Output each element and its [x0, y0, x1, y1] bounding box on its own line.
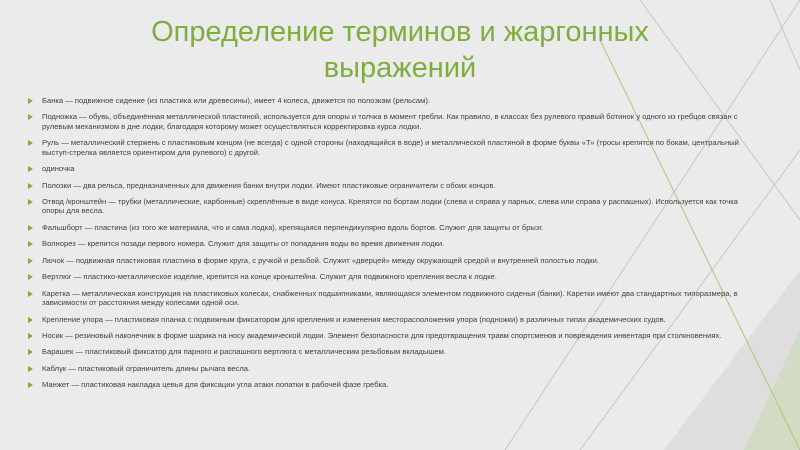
list-item-text: Волнорез — крепится позади первого номера. Служит для защиты от попадания воды во время движения лодки. [42, 239, 445, 249]
list-item-text: Вертлюг — пластико-металлическое изделие, крепится на конце кронштейна. Служит для подвижного крепления весла к лодке. [42, 272, 497, 282]
bullet-arrow-icon [28, 98, 33, 104]
bullet-arrow-icon [28, 166, 33, 172]
bullet-arrow-icon [28, 140, 33, 146]
list-item-text: Барашек — пластиковый фиксатор для парного и распашного вертлюга с металлическим резьбовым вкладышем. [42, 347, 446, 357]
bullet-arrow-icon [28, 114, 33, 120]
bullet-arrow-icon [28, 241, 33, 247]
list-item [28, 138, 746, 157]
bullet-list [28, 96, 746, 397]
list-item [28, 256, 746, 265]
list-item [28, 315, 746, 324]
decor-line [770, 0, 800, 70]
bullet-arrow-icon [28, 349, 33, 355]
list-item-text: Банка — подвижное сидение (из пластика или древесины), имеет 4 колеса, движется по полозкам (рельсам). [42, 96, 430, 105]
bullet-arrow-icon [28, 333, 33, 339]
list-item [28, 364, 746, 373]
list-item [28, 164, 746, 173]
bullet-arrow-icon [28, 274, 33, 280]
bullet-arrow-icon [28, 291, 33, 297]
list-item [28, 331, 746, 340]
list-item-text: одиночка [42, 164, 75, 174]
bullet-arrow-icon [28, 366, 33, 372]
list-item-text: Лючок — подвижная пластиковая пластина в форме круга, с ручкой и резьбой. Служит «дверцей» между окружающей средой и внутренней полостью лодки. [42, 255, 599, 265]
bullet-arrow-icon [28, 225, 33, 231]
bullet-arrow-icon [28, 317, 33, 323]
list-item [28, 239, 746, 248]
bullet-arrow-icon [28, 199, 33, 205]
list-item-text: Полозки — два рельса, предназначенных для движения банки внутри лодки. Имеют пластиковые ограничители с обоих концов. [42, 180, 496, 190]
slide-title: Определение терминов и жаргонных выражений [151, 16, 649, 84]
list-item-text: Фальшборт — пластина (из того же материала, что и сама лодка), крепящаяся перпендикулярно вдоль бортов. Служит для защиты от брызг. [42, 222, 544, 232]
list-item-text: Каретка — металлическая конструкция на пластиковых колесах, снабженных подшипниками, являющаяся элементом подвижного сиденья (банки). Каретки имеют два стандартных типоразмера, в зависимости от расстояния между колесами одной оси. [42, 288, 738, 308]
list-item [28, 272, 746, 281]
list-item-text: Крепление упора — пластиковая планка с подвижным фиксатором для крепления и изменения месторасположения упора (подножки) в различных типах академических судов. [42, 314, 666, 324]
list-item-text: Отвод /кронштейн — трубки (металлические, карбонные) скреплённые в виде конуса. Крепятся по бортам лодки (слева и справа у парных, слева или справа у распашных). Используется как точка опоры для весла. [42, 197, 738, 216]
list-item-text: Манжет — пластиковая накладка цевья для фиксации угла атаки лопатки в рабочей фазе гребка. [42, 380, 389, 390]
list-item-text: Подножка — обувь, объединённая металлической пластиной, используется для опоры и толчка в момент гребли. Как правило, в классах без рулевого правый ботинок у одного из гребцов связан с рулевым механизмом в дне лодки, благодаря которому может осуществляться корректировка курса лодки. [42, 112, 738, 131]
list-item [28, 112, 746, 131]
list-item-text: Носик — резиновый наконечник в форме шарика на носу академической лодки. Элемент безопасности для предотвращения травм спортсменов и повреждения инвентаря при столкновениях. [42, 331, 722, 340]
list-item [28, 197, 746, 216]
bullet-arrow-icon [28, 258, 33, 264]
list-item [28, 181, 746, 190]
list-item-text: Каблук — пластиковый ограничитель длины рычага весла. [42, 363, 251, 373]
list-item [28, 347, 746, 356]
list-item [28, 223, 746, 232]
list-item [28, 380, 746, 389]
list-item [28, 96, 746, 105]
bullet-arrow-icon [28, 382, 33, 388]
list-item [28, 289, 746, 308]
list-item-text: Руль — металлический стержень с пластиковым концом (не всегда) с одной стороны (находящийся в воде) и металлической пластиной в форме буквы «Т» (тросы крепятся по бокам, центральный выступ-стрелка является ориентиром для рулевого) с другой. [42, 138, 739, 157]
bullet-arrow-icon [28, 183, 33, 189]
